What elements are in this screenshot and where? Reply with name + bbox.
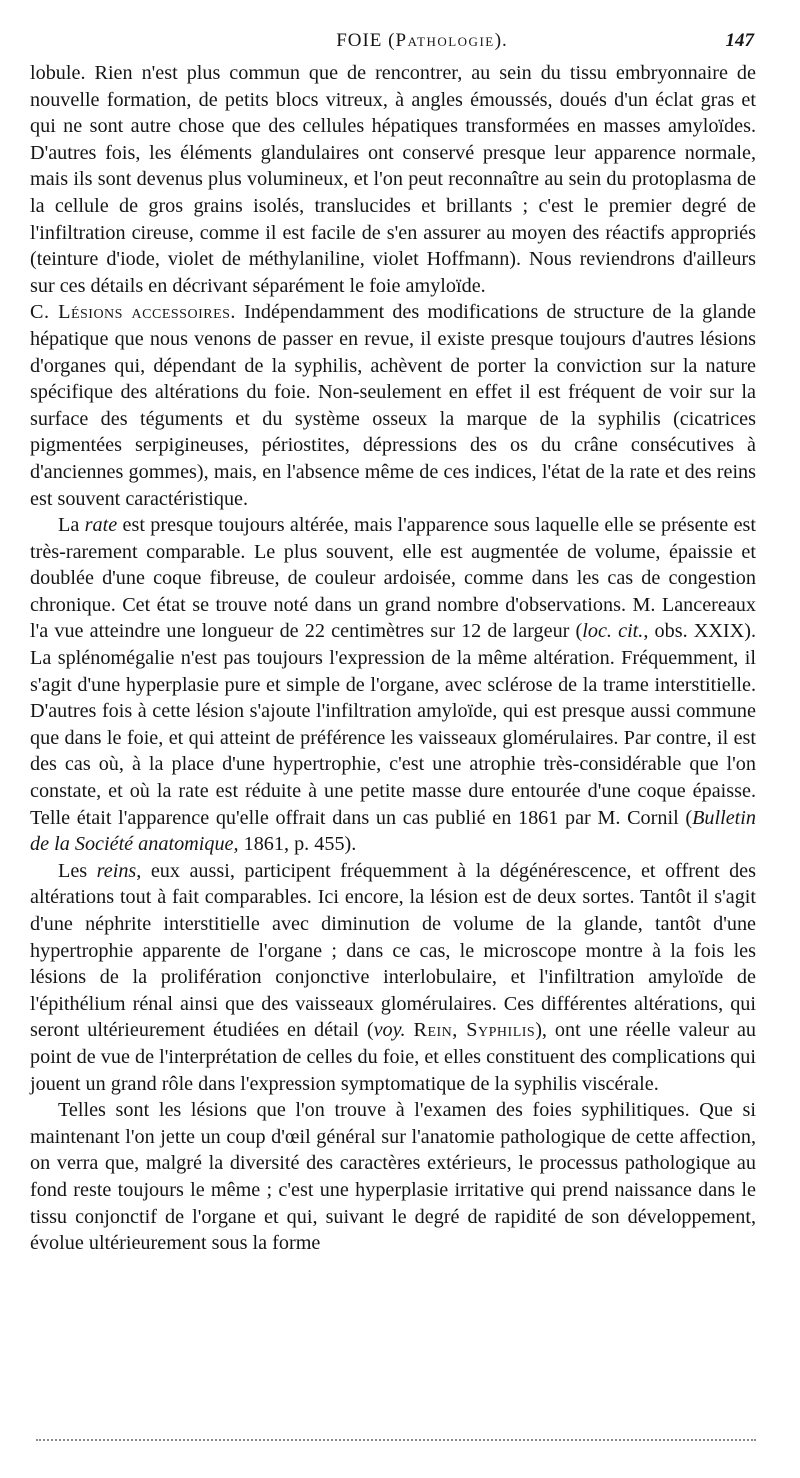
page-number: 147 [725, 30, 754, 51]
text-run: est presque toujours altérée, mais l'apparence sous laquelle elle se présente est très-rarement comparable. Le plus souvent, elle est augmentée de volume, épaissie et doublée d'une coque fibreuse, de couleur ardoisée, comme dans les cas de congestion chronique. Cet état se trouve noté dans un grand nombre d'observations. M. Lancereaux l'a vue atteindre une longueur de 22 centimètres sur 12 de largeur ( [30, 514, 757, 643]
paragraph-continuation: lobule. Rien n'est plus commun que de rencontrer, au sein du tissu embryonnaire de nouvelle formation, de petits blocs vitreux, à angles émoussés, doués d'un éclat gras et qui ne sont autre chose que des cellules hépatiques transformées en masses amyloïdes. D'autres fois, les éléments glandulaires ont conservé presque leur apparence normale, mais ils sont devenus plus volumineux, et l'on peut reconnaître au sein du protoplasma de la cellule de gros grains isolés, translucides et brillants ; c'est le premier degré de l'infiltration cireuse, comme il est facile de s'en assurer au moyen des réactifs appropriés (teinture d'iode, violet de méthylaniline, violet Hoffmann). Nous reviendrons d'ailleurs sur ces détails en décrivant séparément le foie amyloïde. [30, 62, 756, 297]
title-word: FOIE [336, 30, 383, 51]
paragraph-conclusion: Telles sont les lésions que l'on trouve à l'examen des foies syphilitiques. Que si maintenant l'on jette un coup d'œil général sur l'anatomie pathologique de cette affection, on verra que, malgré la diversité des caractères extérieurs, le processus pathologique au fond reste toujours le même ; c'est une hyperplasie irritative qui prend naissance dans le tissu conjonctif de l'organe et qui, suivant le degré de rapidité de son développement, évolue ultérieurement sous la forme [30, 1099, 756, 1255]
body-text [30, 60, 756, 1257]
cross-reference: Rein, Syphilis [413, 1019, 536, 1042]
term-reins: reins [96, 859, 137, 882]
title-paren-close: ). [494, 30, 508, 51]
text-run: , obs. XXIX). La splénomégalie n'est pas toujours l'expression de la même altération. Fréquemment, il s'agit d'une hyperplasie pure et simple de l'organe, avec sclérose de la trame interstitielle. D'autres fois à cette lésion s'ajoute l'infiltration amyloïde, qui est presque aussi commune que dans le foie, et qui atteint de préférence les vaisseaux glomérulaires. Par contre, il est des cas où, à la place d'une hypertrophie, c'est une atrophie très-considérable que l'on constate, et où la rate est réduite à une petite masse dure entourée d'une coque épaisse. Telle était l'apparence qu'elle offrait dans un cas publié en 1861 par M. Cornil ( [30, 620, 756, 829]
term-rate: rate [84, 514, 118, 537]
citation-loc-cit: loc. cit. [582, 620, 644, 643]
running-title [30, 30, 754, 52]
footer-dotted-rule [36, 1439, 756, 1441]
section-label: C. Lésions accessoires. [30, 301, 236, 324]
citation-bulletin: Bulletin de la Société anatomique, [30, 806, 756, 856]
text-run: 1861, p. 455). [238, 833, 357, 856]
paragraph-rate [30, 512, 756, 858]
running-header [30, 30, 754, 56]
title-subtitle: Pathologie [395, 30, 495, 51]
text-run: Les [58, 859, 97, 882]
paragraph-reins [30, 858, 756, 1097]
text-run: ), ont une réelle valeur au point de vue de l'interprétation de celles du foie, et elles constituent des complications qui jouent un grand rôle dans l'expression symptomatique de la syphilis viscérale. [30, 1019, 757, 1095]
paragraph-lesions-accessoires [30, 299, 756, 512]
paragraph-text: Indépendamment des modifications de structure de la glande hépatique que nous venons de passer en revue, il existe presque toujours d'autres lésions d'organes qui, dépendant de la syphilis, achèvent de porter la conviction sur la nature spécifique des altérations du foie. Non-seulement en effet il est fréquent de voir sur la surface des téguments et du système osseux la marque de la syphilis (cicatrices pigmentées serpigineuses, périostites, dépressions des os du crâne consécutives à d'anciennes gommes), mais, en l'absence même de ces indices, l'état de la rate et des reins est souvent caractéristique. [30, 301, 756, 510]
text-run: , eux aussi, participent fréquemment à la dégénérescence, et offrent des altérations tout à fait comparables. Ici encore, la lésion est de deux sortes. Tantôt il s'agit d'une néphrite interstitielle avec diminution de volume de la glande, tantôt d'une hypertrophie apparente de l'organe ; dans ce cas, le microscope montre à la fois les lésions de la prolifération conjonctive interlobulaire, et l'infiltration amyloïde de l'épithélium rénal ainsi que des vaisseaux glomérulaires. Ces différentes altérations, qui seront ultérieurement étudiées en détail ( [30, 859, 756, 1042]
title-paren-open: ( [382, 30, 396, 51]
text-run [406, 1019, 414, 1041]
text-run: La [58, 514, 85, 537]
citation-voy: voy. [373, 1019, 406, 1042]
